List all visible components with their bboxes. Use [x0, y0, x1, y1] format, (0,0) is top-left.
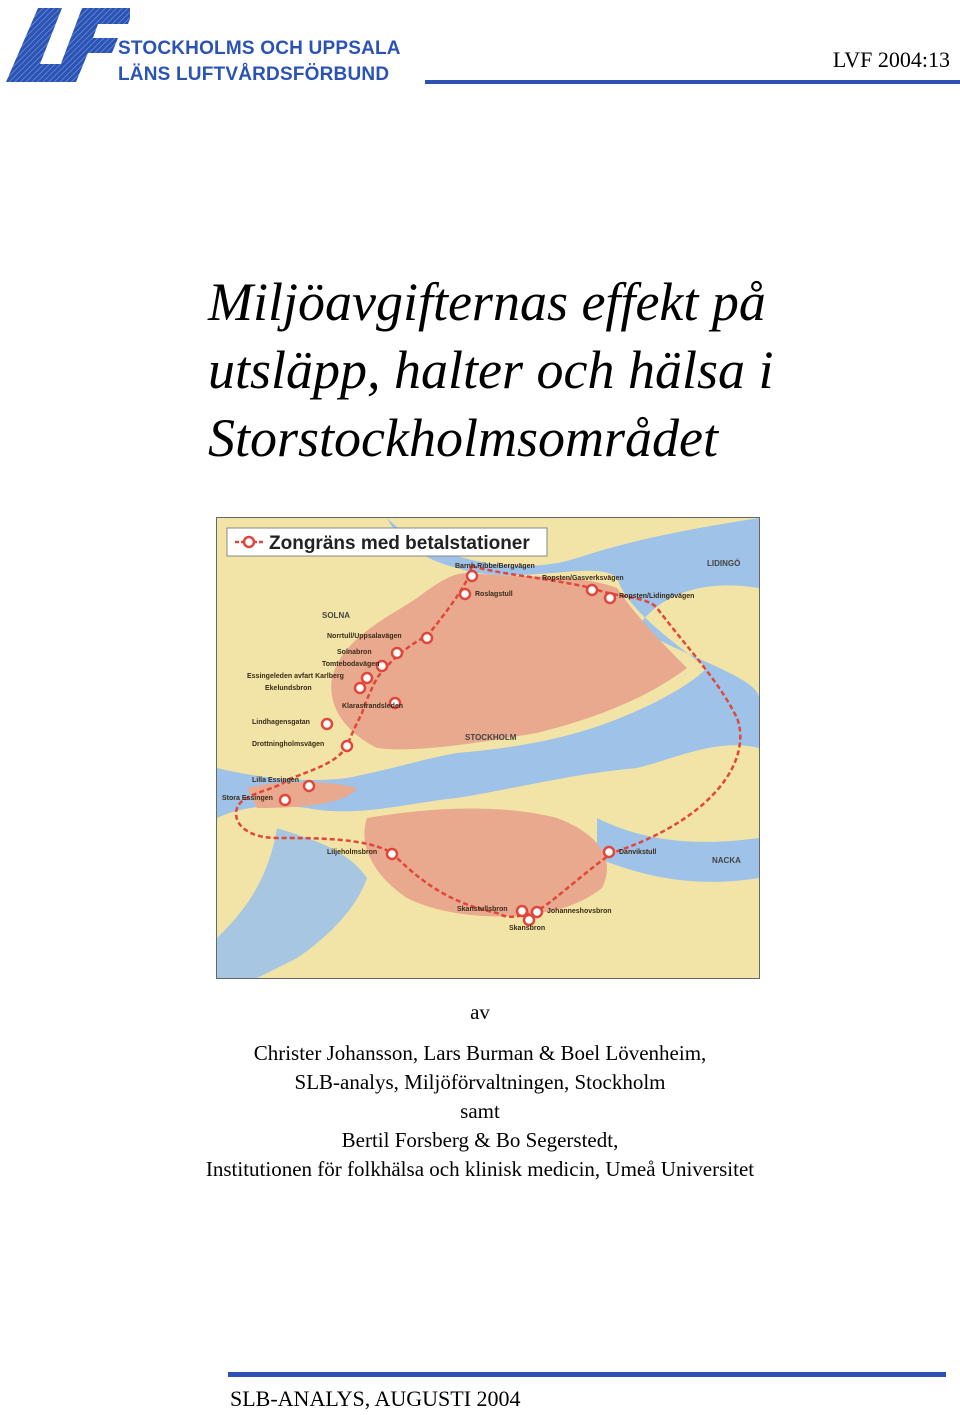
toll-station-label: Ropsten/Lidingövägen: [619, 593, 695, 600]
author-credits: [0, 998, 960, 1184]
report-id: LVF 2004:13: [832, 47, 950, 72]
toll-station-label: Tomtebodavägen: [322, 661, 380, 668]
toll-zone-map: [216, 517, 760, 979]
credits-authors-1: Christer Johansson, Lars Burman & Boel Lövenheim,: [253, 1041, 707, 1065]
credits-and: samt: [460, 1099, 500, 1123]
credits-authors-2: Bertil Forsberg & Bo Segerstedt,: [341, 1128, 619, 1152]
toll-station-marker-icon: [355, 683, 365, 693]
title-line-3: Storstockholmsområdet: [208, 408, 718, 468]
toll-station-marker-icon: [467, 571, 477, 581]
report-title: [208, 268, 928, 472]
toll-station-marker-icon: [322, 719, 332, 729]
credits-by: av: [470, 1000, 490, 1024]
toll-station-marker-icon: [304, 781, 314, 791]
map-place-stockholm: STOCKHOLM: [465, 733, 517, 742]
title-line-2: utsläpp, halter och hälsa i: [208, 340, 774, 400]
toll-station-label: Ropsten/Gasverksvägen: [542, 575, 624, 582]
toll-station-label: Skansbron: [509, 925, 546, 932]
toll-station-label: Klarastrandsleden: [342, 703, 404, 710]
toll-station-marker-icon: [605, 593, 615, 603]
footer-rule: [228, 1372, 946, 1377]
toll-station-label: Skanstullsbron: [457, 906, 508, 913]
organization-logo: [0, 0, 450, 90]
toll-station-marker-icon: [387, 849, 397, 859]
map-place-nacka: NACKA: [712, 856, 741, 865]
toll-station-label: Drottningholmsvägen: [252, 741, 325, 748]
title-line-1: Miljöavgifternas effekt på: [208, 272, 766, 332]
toll-station-marker-icon: [587, 585, 597, 595]
header-rule: [425, 80, 960, 84]
credits-affiliation-1: SLB-analys, Miljöförvaltningen, Stockholm: [294, 1070, 666, 1094]
toll-station-label: Johanneshovsbron: [547, 908, 612, 915]
map-place-solna: SOLNA: [322, 611, 350, 620]
toll-station-marker-icon: [604, 847, 614, 857]
map-legend-label: Zongräns med betalstationer: [269, 533, 530, 554]
toll-station-label: Liljeholmsbron: [327, 849, 378, 856]
toll-station-marker-icon: [392, 648, 402, 658]
map-place-lidingö: LIDINGÖ: [707, 559, 741, 568]
toll-station-label: Solnabron: [337, 649, 372, 656]
toll-station-marker-icon: [517, 906, 527, 916]
toll-station-label: Roslagstull: [475, 591, 513, 598]
credits-affiliation-2: Institutionen för folkhälsa och klinisk medicin, Umeå Universitet: [205, 1157, 755, 1181]
toll-station-marker-icon: [422, 633, 432, 643]
toll-station-marker-icon: [532, 907, 542, 917]
toll-station-label: Lilla Essingen: [252, 777, 300, 784]
logo-line-2: LÄNS LUFTVÅRDSFÖRBUND: [118, 64, 390, 85]
lvf-logo-mark-icon: [0, 0, 130, 90]
toll-station-marker-icon: [460, 589, 470, 599]
toll-station-marker-icon: [524, 915, 534, 925]
toll-station-label: Ekelundsbron: [265, 685, 312, 692]
toll-station-marker-icon: [342, 741, 352, 751]
logo-line-1: STOCKHOLMS OCH UPPSALA: [118, 38, 401, 59]
map-svg: [217, 518, 759, 978]
toll-station-label: Norrtull/Uppsalavägen: [327, 633, 402, 640]
toll-station-label: Barnh.Ribbe/Bergvägen: [455, 563, 535, 570]
toll-station-label: Stora Essingen: [222, 795, 273, 802]
toll-station-marker-icon: [280, 795, 290, 805]
toll-station-label: Danvikstull: [619, 849, 657, 856]
footer-publisher-date: SLB-ANALYS, AUGUSTI 2004: [230, 1386, 521, 1411]
toll-station-label: Essingeleden avfart Karlberg: [247, 673, 344, 680]
toll-station-marker-icon: [362, 673, 372, 683]
toll-station-label: Lindhagensgatan: [252, 719, 310, 726]
